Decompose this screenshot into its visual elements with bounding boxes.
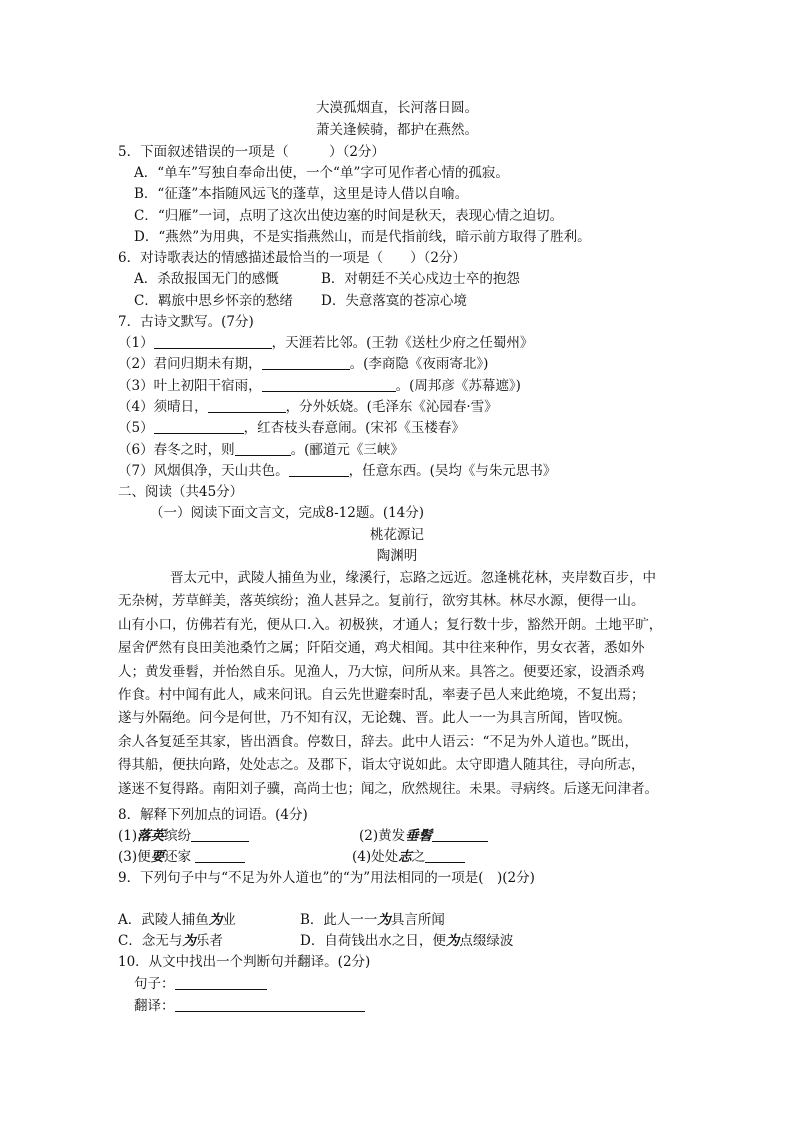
text-author: 陶渊明 — [376, 548, 418, 564]
q7-item-5: （5） ，红杏枝头春意闹。(宋祁《玉楼春》 — [118, 420, 465, 436]
q5-stem: 5．下面叙述错误的一项是（ ）（2分） — [118, 144, 385, 160]
q10-sentence: 句子： — [134, 974, 267, 994]
poem-line-2: 萧关逢候骑，都护在燕然。 — [316, 122, 478, 138]
answer-blank[interactable] — [425, 848, 465, 863]
translation-answer-blank[interactable] — [175, 997, 365, 1012]
answer-blank[interactable] — [208, 398, 286, 413]
q6-option-d: D．失意落寞的苍凉心境 — [321, 293, 467, 309]
q8-item-4: (4)处处志之 — [352, 847, 465, 867]
q7-item-1: （1） ，天涯若比邻。(王勃《送杜少府之任蜀州》 — [118, 335, 534, 351]
q9-option-d: D．自荷钱出水之日，便为点缀绿波 — [300, 933, 514, 949]
classical-text — [118, 567, 681, 801]
answer-blank[interactable] — [262, 377, 396, 392]
text-line: 人；黄发垂髫，并怡然自乐。见渔人，乃大惊，问所从来。具答之。便要还家，设酒杀鸡 — [118, 663, 645, 680]
q8-item-2: (2)黄发垂髫 — [359, 826, 488, 846]
q6-stem: 6．对诗歌表达的情感描述最恰当的一项是（ ）（2分） — [118, 250, 466, 266]
q5-option-a: A．“单车”写独自奉命出使，一个“单”字可见作者心情的孤寂。 — [134, 165, 509, 181]
text-line: 山有小口，仿佛若有光，便从口.入。初极狭，才通人；复行数十步，豁然开朗。土地平旷， — [118, 616, 663, 633]
q7-item-4: （4）须晴日， ，分外妖娆。(毛泽东《沁园春·雪》 — [118, 399, 498, 415]
text-line: 得其船，便扶向路，处处志之。及郡下，诣太守说如此。太守即遣人随其往，寻向所志， — [118, 757, 645, 774]
q7-item-7: （7）风烟俱净，天山共色。 ，任意东西。(吴均《与朱元思书》 — [118, 463, 557, 479]
q9-option-c: C．念无与为乐者 — [118, 933, 223, 949]
text-line: 遂迷不复得路。南阳刘子骥，高尚士也；闻之，欣然规往。未果。寻病终。后遂无问津者。 — [118, 780, 658, 797]
text-line: 屋舍俨然有良田美池桑竹之属；阡陌交通，鸡犬相闻。其中往来种作，男女衣著，悉如外 — [118, 640, 645, 657]
section-title: 二、阅读（共45分） — [118, 484, 244, 500]
answer-blank[interactable] — [191, 827, 249, 842]
q5-option-c: C．“归雁”一词，点明了这次出使边塞的时间是秋天，表现心情之迫切。 — [134, 208, 564, 224]
q8-item-3: (3)便要还家 — [118, 847, 245, 867]
q6-option-a: A．杀敌报国无门的感慨 — [134, 271, 279, 287]
q7-item-3: （3）叶上初阳干宿雨， 。(周邦彦《苏幕遮》) — [118, 378, 521, 394]
q5-option-d: D．“燕然”为用典，不是实指燕然山，而是代指前线，暗示前方取得了胜利。 — [134, 229, 591, 245]
answer-blank[interactable] — [235, 441, 291, 456]
text-line: 无杂树，芳草鲜美，落英缤纷；渔人甚异之。复前行，欲穷其林。林尽水源，便得一山。 — [118, 593, 645, 610]
text-line: 晋太元中，武陵人捕鱼为业，缘溪行，忘路之远近。忽逢桃花林，夹岸数百步，中 — [170, 570, 656, 586]
q9-option-b: B．此人一一为具言所闻 — [300, 912, 445, 928]
text-line: 余人各复延至其家，皆出酒食。停数日，辞去。此中人语云：“不足为外人道也。”既出， — [118, 733, 639, 750]
text-line: 作食。村中闻有此人，咸来问讯。自云先世避秦时乱，率妻子邑人来此绝境，不复出焉； — [118, 687, 645, 704]
q6-option-c: C．羁旅中思乡怀亲的愁绪 — [134, 293, 293, 309]
q5-option-b: B．“征蓬”本指随风远飞的蓬草，这里是诗人借以自喻。 — [134, 186, 469, 202]
q7-item-2: （2）君问归期未有期， 。(李商隐《夜雨寄北》) — [118, 356, 489, 372]
answer-blank[interactable] — [432, 827, 488, 842]
q9-option-a: A．武陵人捕鱼为业 — [118, 912, 236, 928]
q7-item-6: （6）春冬之时，则 。(郦道元《三峡》 — [118, 442, 404, 458]
answer-blank[interactable] — [195, 848, 245, 863]
q6-option-b: B．对朝廷不关心戍边士卒的抱怨 — [321, 271, 520, 287]
q8-item-1: (1)落英缤纷 — [118, 826, 249, 846]
answer-blank[interactable] — [289, 462, 349, 477]
text-line: 遂与外隔绝。问今是何世，乃不知有汉，无论魏、晋。此人一一为具言所闻，皆叹惋。 — [118, 710, 631, 727]
answer-blank[interactable] — [154, 419, 244, 434]
q7-stem: 7．古诗文默写。(7分) — [118, 314, 254, 330]
answer-blank[interactable] — [154, 334, 272, 349]
sentence-answer-blank[interactable] — [175, 975, 267, 990]
text-title: 桃花源记 — [370, 527, 424, 543]
q10-translation: 翻译： — [134, 996, 365, 1016]
section-subtitle: （一）阅读下面文言文，完成8-12题。(14分) — [150, 505, 425, 521]
answer-blank[interactable] — [262, 355, 350, 370]
q8-stem: 8．解释下列加点的词语。(4分) — [118, 807, 308, 823]
poem-line-1: 大漠孤烟直，长河落日圆。 — [316, 100, 478, 116]
q10-stem: 10．从文中找出一个判断句并翻译。(2分) — [118, 954, 371, 970]
q9-stem: 9．下列句子中与“不足为外人道也”的“为”用法相同的一项是( )(2分) — [118, 870, 535, 886]
